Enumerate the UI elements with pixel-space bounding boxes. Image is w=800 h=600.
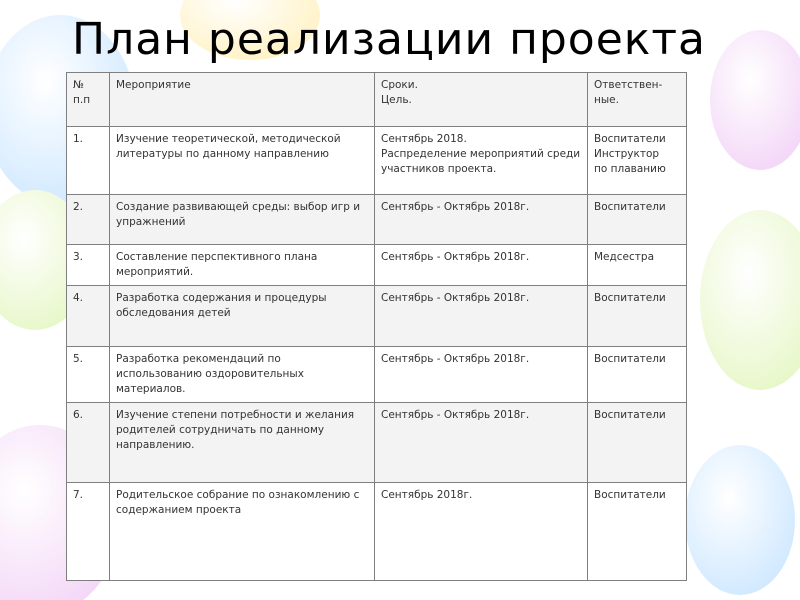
balloon-green-right <box>700 210 800 390</box>
row-event: Составление перспективного плана мероприятий. <box>110 245 375 286</box>
table-row <box>67 347 687 403</box>
row-num: 5. <box>67 347 110 403</box>
row-responsible: Воспитатели <box>588 195 687 245</box>
header-terms: Сроки. Цель. <box>375 73 588 127</box>
row-num: 1. <box>67 127 110 195</box>
header-num: № п.п <box>67 73 110 127</box>
row-terms: Сентябрь - Октябрь 2018г. <box>375 245 588 286</box>
row-responsible: Воспитатели <box>588 403 687 483</box>
row-terms: Сентябрь 2018г. <box>375 483 588 581</box>
row-responsible: Медсестра <box>588 245 687 286</box>
row-responsible: Воспитатели <box>588 347 687 403</box>
row-event: Создание развивающей среды: выбор игр и упражнений <box>110 195 375 245</box>
table-row <box>67 127 687 195</box>
row-responsible: Воспитатели Инструктор по плаванию <box>588 127 687 195</box>
row-num: 3. <box>67 245 110 286</box>
row-terms: Сентябрь - Октябрь 2018г. <box>375 403 588 483</box>
slide-title: План реализации проекта <box>72 14 706 65</box>
row-num: 4. <box>67 286 110 347</box>
row-terms: Сентябрь 2018. Распределение мероприятий среди участников проекта. <box>375 127 588 195</box>
row-num: 6. <box>67 403 110 483</box>
row-terms: Сентябрь - Октябрь 2018г. <box>375 195 588 245</box>
row-responsible: Воспитатели <box>588 286 687 347</box>
row-responsible: Воспитатели <box>588 483 687 581</box>
header-event: Мероприятие <box>110 73 375 127</box>
table-row <box>67 403 687 483</box>
project-plan-table <box>66 72 687 581</box>
row-terms: Сентябрь - Октябрь 2018г. <box>375 347 588 403</box>
row-event: Изучение теоретической, методической литературы по данному направлению <box>110 127 375 195</box>
balloon-blue-bottom-right <box>685 445 795 595</box>
table-row <box>67 195 687 245</box>
row-event: Родительское собрание по ознакомлению с содержанием проекта <box>110 483 375 581</box>
header-responsible: Ответствен- ные. <box>588 73 687 127</box>
row-event: Изучение степени потребности и желания родителей сотрудничать по данному направлению. <box>110 403 375 483</box>
row-event: Разработка рекомендаций по использованию оздоровительных материалов. <box>110 347 375 403</box>
row-event: Разработка содержания и процедуры обследования детей <box>110 286 375 347</box>
table-row <box>67 245 687 286</box>
row-num: 2. <box>67 195 110 245</box>
row-terms: Сентябрь - Октябрь 2018г. <box>375 286 588 347</box>
row-num: 7. <box>67 483 110 581</box>
table-row <box>67 483 687 581</box>
table-header-row <box>67 73 687 127</box>
table-row <box>67 286 687 347</box>
